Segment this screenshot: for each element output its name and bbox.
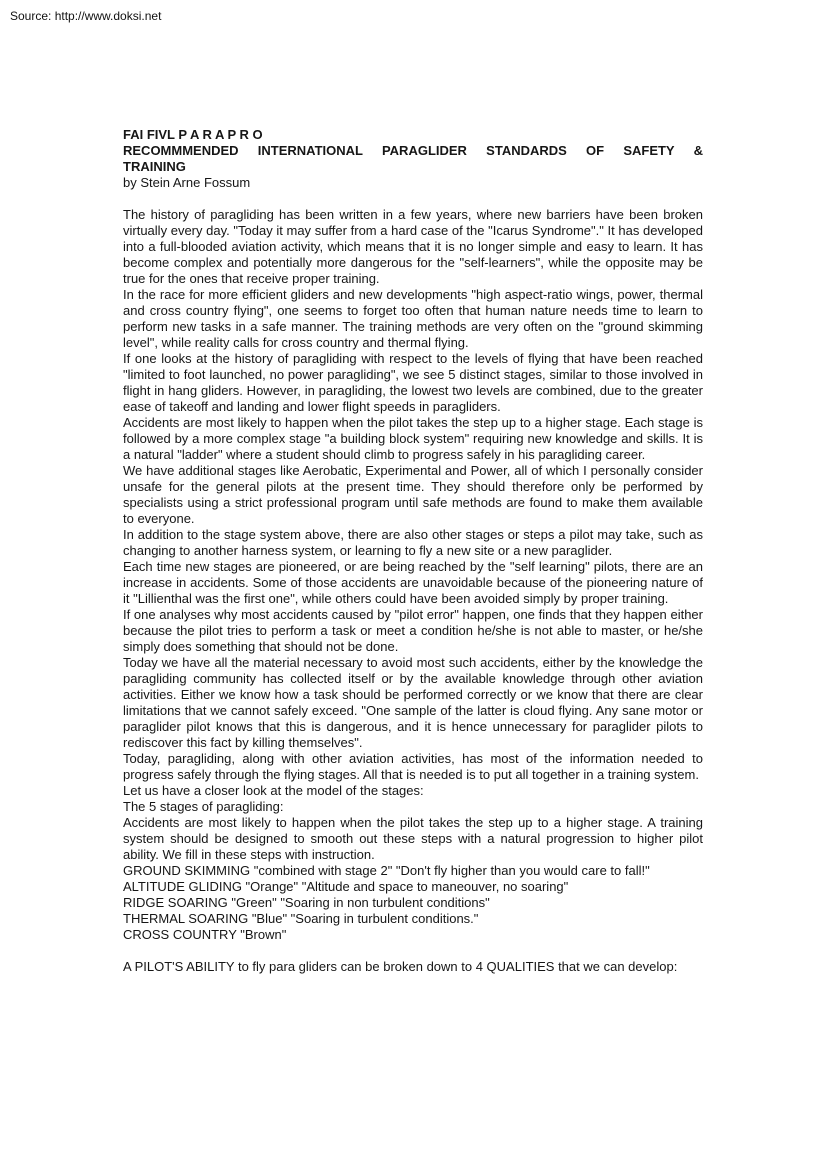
paragraph: Today we have all the material necessary to avoid most such accidents, either by the knowledge the paragliding community has collected itself or by the available knowledge through other aviation activities. Either we know how a task should be performed correctly or we know that there are clear limitations that we cannot safely exceed. "One sample of the latter is cloud flying. Any sane motor or paraglider pilot knows that this is dangerous, and it is hence unnecessary for paraglider pilots to rediscover this fact by killing themselves". xyxy=(123,655,703,750)
blank-line xyxy=(123,191,703,207)
paragraph: The 5 stages of paragliding: xyxy=(123,799,284,814)
paragraph: Each time new stages are pioneered, or are being reached by the "self learning" pilots, there are an increase in accidents. Some of those accidents are unavoidable because of the pioneering nature of it "Lillienthal was the first one", while others could have been avoided simply by proper training. xyxy=(123,559,703,606)
stage-line-ridge-soaring: RIDGE SOARING "Green" "Soaring in non turbulent conditions" xyxy=(123,895,490,910)
stage-line-cross-country: CROSS COUNTRY "Brown" xyxy=(123,927,287,942)
paragraph: A PILOT'S ABILITY to fly para gliders can be broken down to 4 QUALITIES that we can develop: xyxy=(123,959,678,974)
document-subtitle-line1: RECOMMMENDED INTERNATIONAL PARAGLIDER STANDARDS OF SAFETY & xyxy=(123,143,703,158)
document-body xyxy=(123,127,703,975)
document-subtitle-line2: TRAINING xyxy=(123,159,186,174)
paragraph: Today, paragliding, along with other aviation activities, has most of the information needed to progress safely through the flying stages. All that is needed is to put all together in a training system. xyxy=(123,751,703,782)
paragraph: In the race for more efficient gliders and new developments "high aspect-ratio wings, power, thermal and cross country flying", one seems to forget too often that human nature needs time to learn to perform new tasks in a safe manner. The training methods are very often on the "ground skimming level", while reality calls for cross country and thermal flying. xyxy=(123,287,703,350)
paragraph: If one analyses why most accidents caused by "pilot error" happen, one finds that they happen either because the pilot tries to perform a task or meet a condition he/she is not able to master, or he/she simply does something that should not be done. xyxy=(123,607,703,654)
source-url: Source: http://www.doksi.net xyxy=(10,9,162,23)
paragraph: Let us have a closer look at the model of the stages: xyxy=(123,783,424,798)
document-title: FAI FIVL P A R A P R O xyxy=(123,127,263,142)
stage-line-ground-skimming: GROUND SKIMMING "combined with stage 2" "Don't fly higher than you would care to fall!" xyxy=(123,863,650,878)
paragraph: Accidents are most likely to happen when the pilot takes the step up to a higher stage. Each stage is followed by a more complex stage "a building block system" requiring new knowledge and skills. It is a natural "ladder" where a student should climb to progress safely in his paragliding career. xyxy=(123,415,703,462)
paragraph: In addition to the stage system above, there are also other stages or steps a pilot may take, such as changing to another harness system, or learning to fly a new site or a new paraglider. xyxy=(123,527,703,558)
paragraph: If one looks at the history of paragliding with respect to the levels of flying that have been reached "limited to foot launched, no power paragliding", we see 5 distinct stages, similar to those involved in flight in hang gliders. However, in paragliding, the lowest two levels are combined, due to the greater ease of takeoff and landing and lower flight speeds in paragliders. xyxy=(123,351,703,414)
paragraph: We have additional stages like Aerobatic, Experimental and Power, all of which I personally consider unsafe for the general pilots at the present time. They should therefore only be performed by specialists using a strict professional program until safe methods are found to make them available to everyone. xyxy=(123,463,703,526)
paragraph: Accidents are most likely to happen when the pilot takes the step up to a higher stage. A training system should be designed to smooth out these steps with a natural progression to higher pilot ability. We fill in these steps with instruction. xyxy=(123,815,703,862)
document-byline: by Stein Arne Fossum xyxy=(123,175,251,190)
stage-line-altitude-gliding: ALTITUDE GLIDING "Orange" "Altitude and space to maneouver, no soaring" xyxy=(123,879,569,894)
stage-line-thermal-soaring: THERMAL SOARING "Blue" "Soaring in turbulent conditions." xyxy=(123,911,479,926)
paragraph: The history of paragliding has been written in a few years, where new barriers have been broken virtually every day. "Today it may suffer from a hard case of the "Icarus Syndrome"." It has developed into a full-blooded aviation activity, which means that it is no longer simple and easy to learn. It has become complex and potentially more dangerous for the "self-learners", while the opposite may be true for the ones that receive proper training. xyxy=(123,207,703,286)
